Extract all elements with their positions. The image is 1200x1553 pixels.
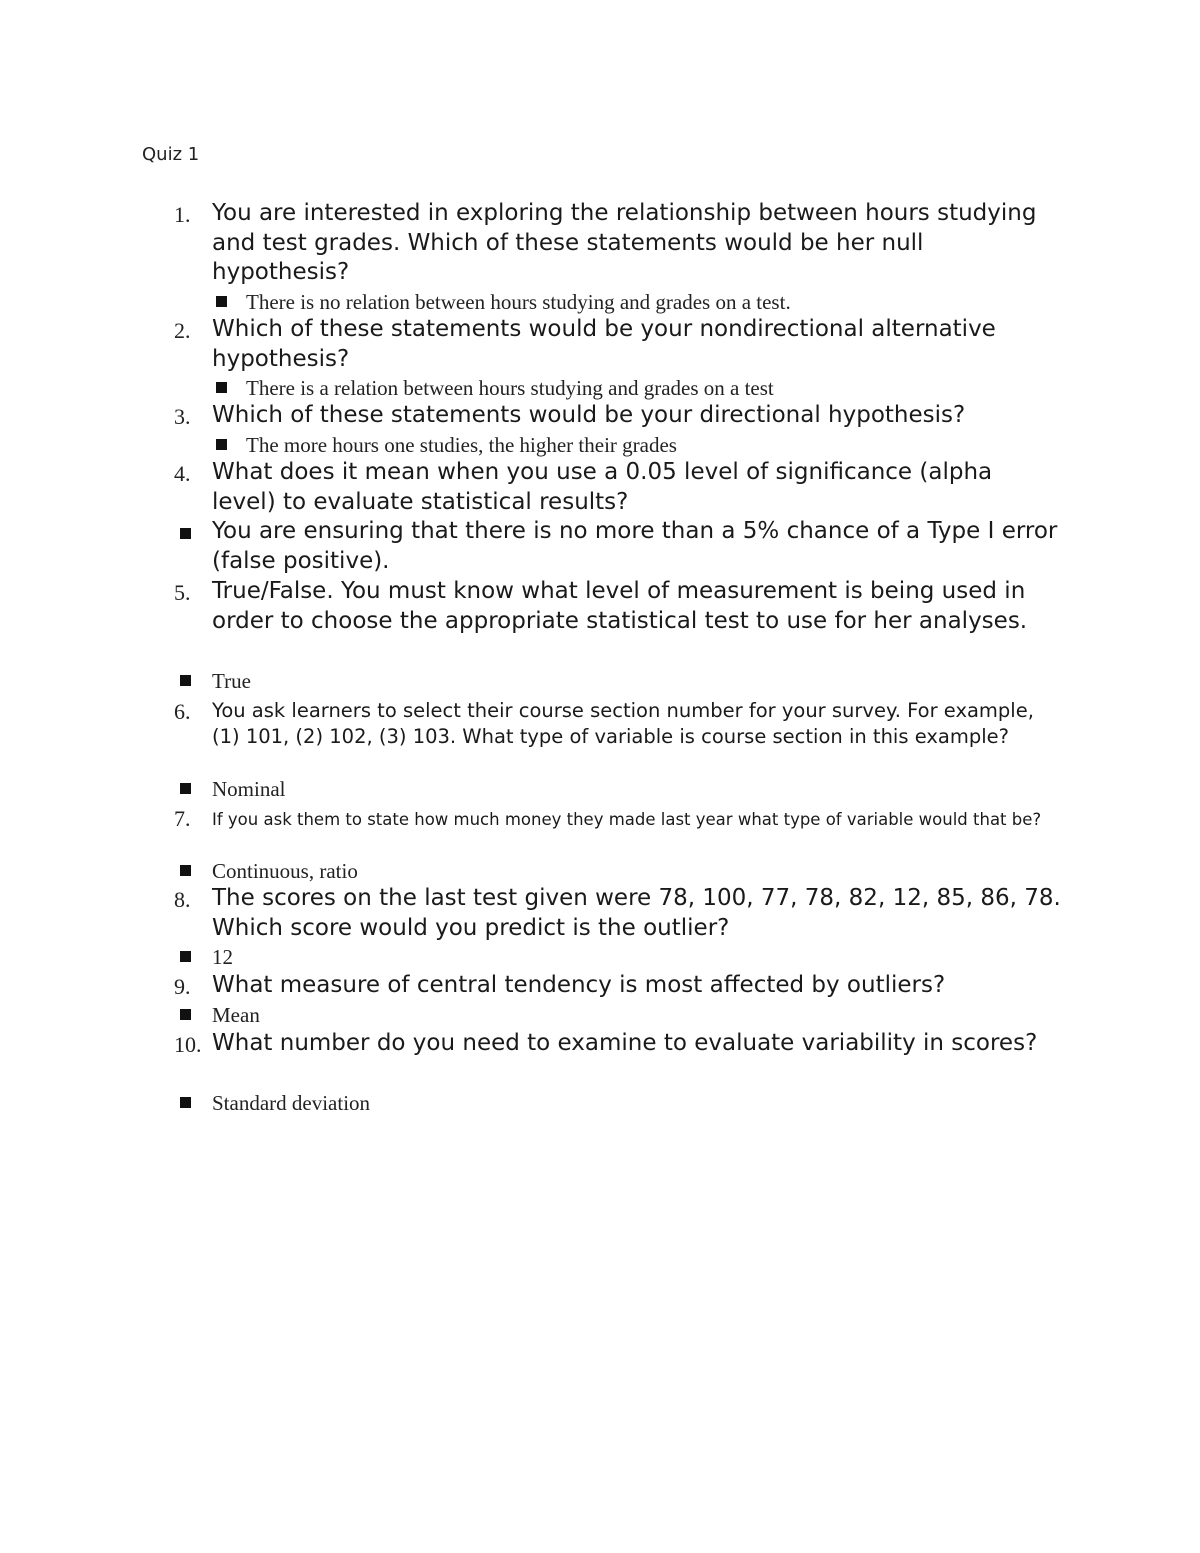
question-text: True/False. You must know what level of measurement is being used in order to choose the appropriate statistical test to use for her analyses. xyxy=(212,578,1028,634)
answer-text: Continuous, ratio xyxy=(212,859,358,883)
question-number: 2. xyxy=(174,318,191,343)
question-text: You are interested in exploring the relationship between hours studying and test grades. Which of these statements would be her null hypothesis? xyxy=(212,200,1037,285)
answer-text: You are ensuring that there is no more than a 5% chance of a Type I error (false positive). xyxy=(212,518,1058,574)
question-number: 9. xyxy=(174,974,191,999)
page-title: Quiz 1 xyxy=(142,144,200,165)
bullet-square-icon xyxy=(180,783,191,794)
bullet-square-icon xyxy=(216,382,227,393)
answer-text: There is a relation between hours studying and grades on a test xyxy=(246,376,774,400)
question-number: 6. xyxy=(174,699,191,724)
bullet-square-icon xyxy=(180,865,191,876)
bullet-square-icon xyxy=(180,1097,191,1108)
answer-text: True xyxy=(212,669,251,693)
answer-text: Standard deviation xyxy=(212,1091,371,1115)
question-number: 10. xyxy=(174,1032,202,1057)
answer-text: The more hours one studies, the higher their grades xyxy=(246,433,677,457)
bullet-square-icon xyxy=(180,528,191,539)
question-text: You ask learners to select their course section number for your survey. For example, (1) 101, (2) 102, (3) 103. What type of variable is course section in this example? xyxy=(212,699,1034,748)
question-number: 4. xyxy=(174,461,191,486)
answer-text: Nominal xyxy=(212,777,286,801)
question-number: 5. xyxy=(174,580,191,605)
question-text: What measure of central tendency is most affected by outliers? xyxy=(212,972,946,998)
question-number: 3. xyxy=(174,404,191,429)
answer-text: There is no relation between hours studying and grades on a test. xyxy=(246,290,791,314)
question-text: Which of these statements would be your directional hypothesis? xyxy=(212,402,966,428)
bullet-square-icon xyxy=(216,296,227,307)
answer-text: 12 xyxy=(212,945,233,969)
question-text: The scores on the last test given were 78, 100, 77, 78, 82, 12, 85, 86, 78. Which score would you predict is the outlier? xyxy=(212,885,1061,941)
question-text: What does it mean when you use a 0.05 level of significance (alpha level) to evaluate statistical results? xyxy=(212,459,993,515)
bullet-square-icon xyxy=(216,439,227,450)
question-text: If you ask them to state how much money they made last year what type of variable would that be? xyxy=(212,810,1042,829)
bullet-square-icon xyxy=(180,951,191,962)
question-text: Which of these statements would be your nondirectional alternative hypothesis? xyxy=(212,316,996,372)
question-text: What number do you need to examine to evaluate variability in scores? xyxy=(212,1030,1038,1056)
question-number: 1. xyxy=(174,202,191,227)
answer-text: Mean xyxy=(212,1003,260,1027)
bullet-square-icon xyxy=(180,1009,191,1020)
question-number: 7. xyxy=(174,806,191,831)
bullet-square-icon xyxy=(180,675,191,686)
question-number: 8. xyxy=(174,887,191,912)
